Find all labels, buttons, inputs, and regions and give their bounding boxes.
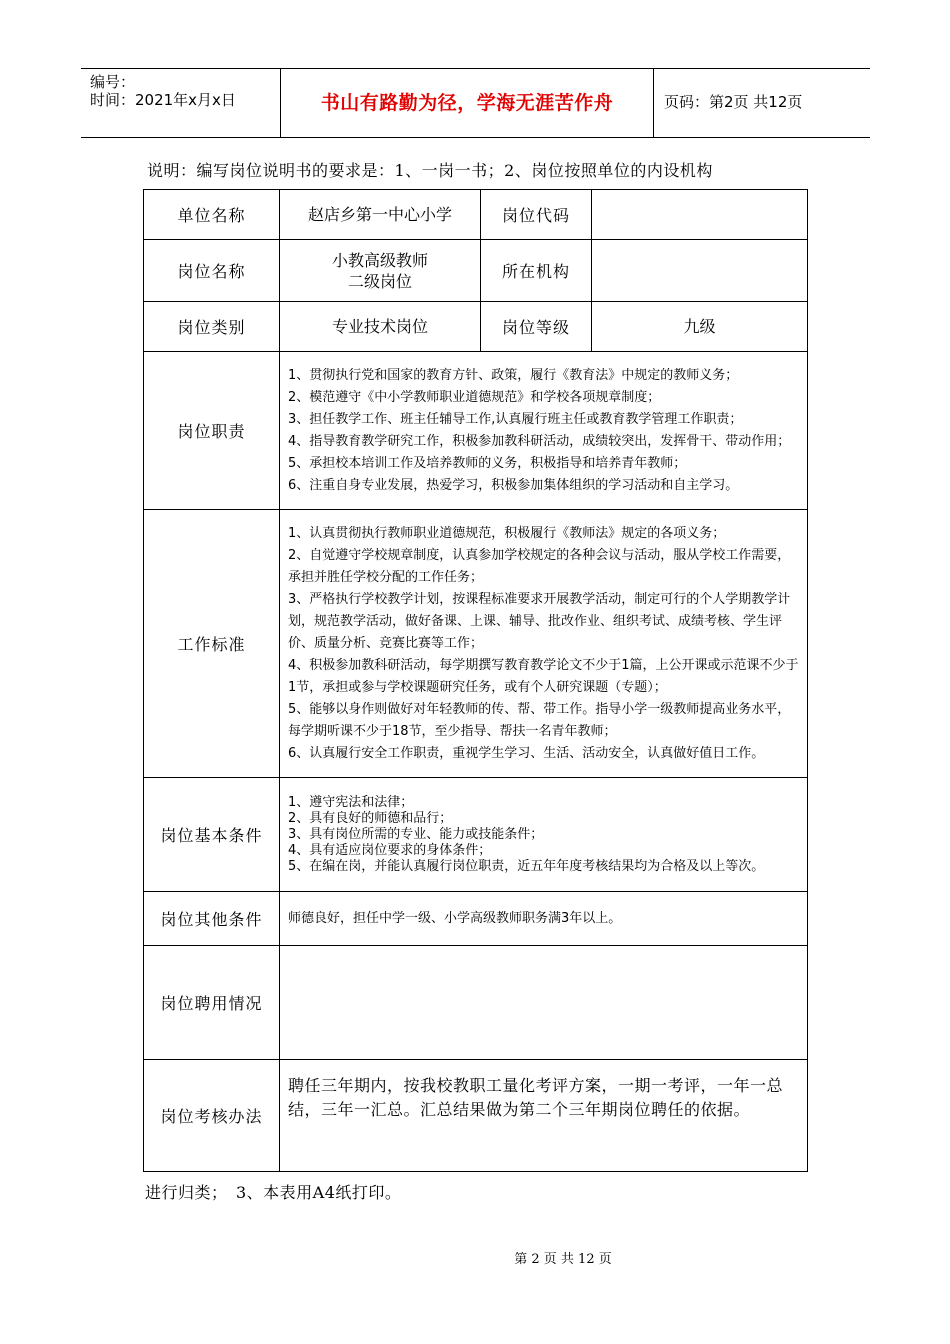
row-position-name: [144, 240, 808, 302]
category-label: 岗位类别: [144, 302, 280, 352]
standard-item: 2、自觉遵守学校规章制度，认真参加学校规定的各种会议与活动，服从学校工作需要，承担并胜任学校分配的工作任务；: [288, 547, 791, 585]
standard-item: 5、能够以身作则做好对年轻教师的传、帮、带工作。指导小学一级教师提高业务水平，每学期听课不少于18节，至少指导、帮扶一名青年教师；: [288, 701, 791, 739]
assessment-text: 聘任三年期内，按我校教职工量化考评方案，一期一考评，一年一总结，三年一汇总。汇总结果做为第二个三年期岗位聘任的依据。: [288, 1076, 784, 1119]
employment-value: [280, 946, 808, 1060]
grade-value: 九级: [592, 302, 808, 352]
duty-item: 5、承担校本培训工作及培养教师的义务，积极指导和培养青年教师；: [288, 455, 687, 471]
category-value: 专业技术岗位: [280, 302, 481, 352]
assessment-label: 岗位考核办法: [144, 1060, 280, 1172]
document-number-label: 编号：: [90, 73, 136, 91]
basic-condition-item: 5、在编在岗，并能认真履行岗位职责，近五年年度考核结果均为合格及以上等次。: [288, 858, 765, 874]
department-label: 所在机构: [481, 240, 592, 302]
position-name-line-2: 二级岗位: [347, 271, 412, 291]
other-conditions-label: 岗位其他条件: [144, 892, 280, 946]
basic-conditions-list: [280, 778, 808, 892]
row-standards: [144, 510, 808, 778]
unit-name-value: 赵店乡第一中心小学: [280, 190, 481, 240]
row-employment: [144, 946, 808, 1060]
position-name-value: [280, 240, 481, 302]
grade-label: 岗位等级: [481, 302, 592, 352]
position-code-label: 岗位代码: [481, 190, 592, 240]
header-page-cell: [654, 69, 870, 137]
row-assessment: [144, 1060, 808, 1172]
employment-label: 岗位聘用情况: [144, 946, 280, 1060]
standard-item: 6、认真履行安全工作职责，重视学生学习、生活、活动安全，认真做好值日工作。: [288, 745, 765, 761]
document-time-label: 时间：2021年x月x日: [90, 91, 236, 109]
duty-item: 4、指导教育教学研究工作，积极参加教科研活动，成绩较突出，发挥骨干、带动作用；: [288, 433, 791, 449]
instruction-note-bottom: 进行归类； 3、本表用A4纸打印。: [145, 1183, 402, 1202]
duty-item: 3、担任教学工作、班主任辅导工作,认真履行班主任或教育教学管理工作职责；: [288, 411, 743, 427]
duty-item: 1、贯彻执行党和国家的教育方针、政策，履行《教育法》中规定的教师义务；: [288, 367, 739, 383]
row-category: [144, 302, 808, 352]
position-name-label: 岗位名称: [144, 240, 280, 302]
standard-item: 4、积极参加教科研活动，每学期撰写教育教学论文不少于1篇，上公开课或示范课不少于1节，承担或参与学校课题研究任务，或有个人研究课题（专题）；: [288, 657, 799, 695]
header-page-info: 页码：第2页 共12页: [664, 93, 803, 111]
basic-condition-item: 3、具有岗位所需的专业、能力或技能条件；: [288, 826, 544, 842]
standard-item: 1、认真贯彻执行教师职业道德规范，积极履行《教师法》规定的各项义务；: [288, 525, 726, 541]
row-basic-conditions: [144, 778, 808, 892]
header-meta-cell: [81, 69, 281, 137]
position-description-table: [143, 189, 808, 1172]
row-unit: [144, 190, 808, 240]
basic-condition-item: 1、遵守宪法和法律；: [288, 794, 414, 810]
instruction-note-top: 说明：编写岗位说明书的要求是：1、一岗一书；2、岗位按照单位的内设机构: [147, 161, 713, 180]
other-conditions-value: 师德良好，担任中学一级、小学高级教师职务满3年以上。: [280, 892, 808, 946]
header-motto-cell: [281, 69, 654, 137]
standards-label: 工作标准: [144, 510, 280, 778]
standard-item: 3、严格执行学校教学计划，按课程标准要求开展教学活动，制定可行的个人学期教学计划，规范教学活动，做好备课、上课、辅导、批改作业、组织考试、成绩考核、学生评价、质量分析、竞赛比赛等工作；: [288, 591, 791, 651]
duty-item: 6、注重自身专业发展，热爱学习，积极参加集体组织的学习活动和自主学习。: [288, 477, 739, 493]
row-other-conditions: [144, 892, 808, 946]
page-header: [81, 68, 870, 138]
basic-condition-item: 2、具有良好的师德和品行；: [288, 810, 453, 826]
page-footer: 第 2 页 共 12 页: [514, 1252, 612, 1267]
duties-label: 岗位职责: [144, 352, 280, 510]
position-name-line-1: 小教高级教师: [331, 250, 428, 270]
department-value: [592, 240, 808, 302]
duties-list: [280, 352, 808, 510]
header-motto: 书山有路勤为径，学海无涯苦作舟: [320, 92, 614, 114]
position-code-value: [592, 190, 808, 240]
standards-list: [280, 510, 808, 778]
basic-conditions-label: 岗位基本条件: [144, 778, 280, 892]
assessment-value: [280, 1060, 808, 1172]
row-duties: [144, 352, 808, 510]
unit-name-label: 单位名称: [144, 190, 280, 240]
basic-condition-item: 4、具有适应岗位要求的身体条件；: [288, 842, 492, 858]
duty-item: 2、模范遵守《中小学教师职业道德规范》和学校各项规章制度；: [288, 389, 661, 405]
